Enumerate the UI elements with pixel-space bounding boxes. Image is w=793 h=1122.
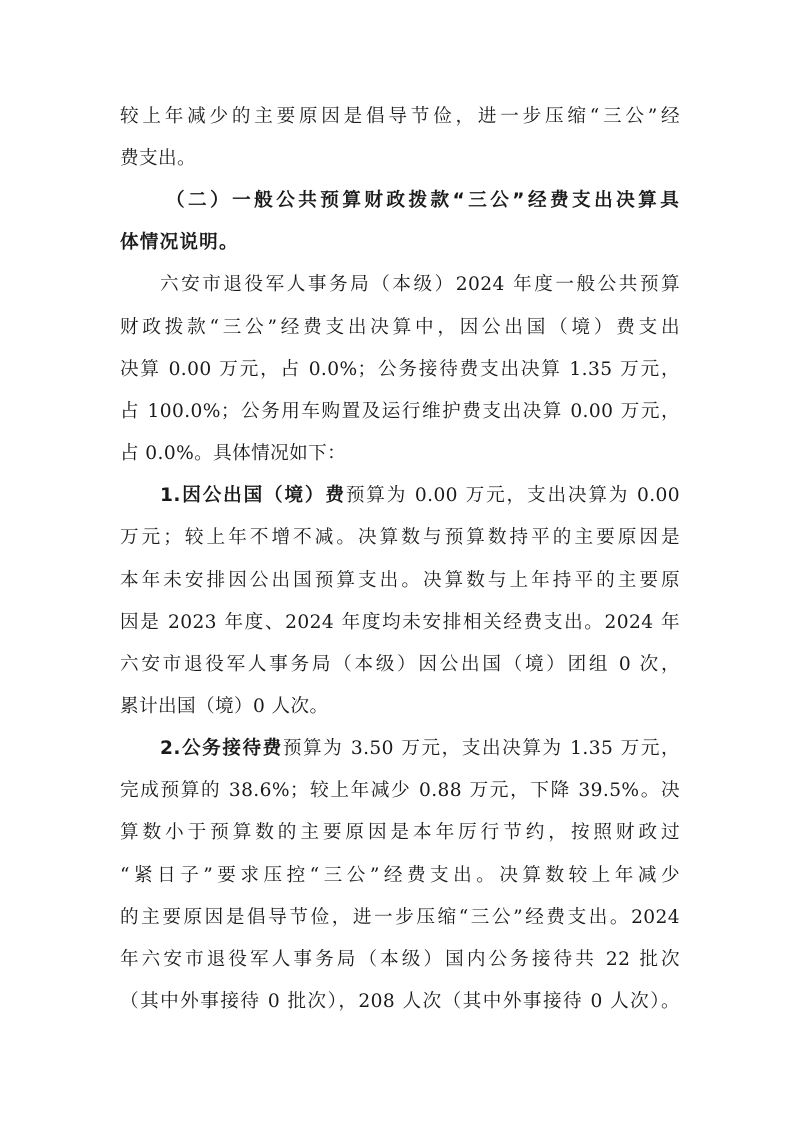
body-text-line: 年六安市退役军人事务局（本级）国内公务接待共 22 批次 <box>120 949 680 970</box>
body-text-line: 因是 2023 年度、2024 年度均未安排相关经费支出。2024 年 <box>120 612 680 633</box>
body-text-line: 万元；较上年不增不减。决算数与预算数持平的主要原因是 <box>120 527 680 548</box>
body-text-line: 累计出国（境）0 人次。 <box>120 696 329 717</box>
body-text-line: 费支出。 <box>120 148 196 169</box>
item1-text: 预算为 0.00 万元，支出决算为 0.00 <box>345 485 680 506</box>
body-text-line: 财政拨款“三公”经费支出决算中，因公出国（境）费支出 <box>120 317 680 338</box>
body-text-line: 占 100.0%；公务用车购置及运行维护费支出决算 0.00 万元， <box>120 401 680 422</box>
body-text-line: 占 0.0%。具体情况如下： <box>120 443 347 464</box>
body-text-line: （其中外事接待 0 批次），208 人次（其中外事接待 0 人次）。 <box>120 991 680 1012</box>
section-heading-continued: 体情况说明。 <box>120 232 239 253</box>
body-text-line: 六安市退役军人事务局（本级）2024 年度一般公共预算 <box>160 274 680 295</box>
body-text-line-item2 <box>160 734 680 764</box>
item1-heading: 1.因公出国（境）费 <box>160 485 346 506</box>
body-text-line: 决算 0.00 万元，占 0.0%；公务接待费支出决算 1.35 万元， <box>120 359 680 380</box>
body-text-line: 的主要原因是倡导节俭，进一步压缩“三公”经费支出。2024 <box>120 907 680 928</box>
body-text-line: 算数小于预算数的主要原因是本年厉行节约，按照财政过 <box>120 822 680 843</box>
body-text-line-item1 <box>160 481 680 511</box>
body-text-line: 本年未安排因公出国预算支出。决算数与上年持平的主要原 <box>120 570 680 591</box>
section-heading: （二）一般公共预算财政拨款“三公”经费支出决算具 <box>166 190 680 211</box>
body-text-line: 较上年减少的主要原因是倡导节俭，进一步压缩“三公”经 <box>120 106 680 127</box>
item2-text: 预算为 3.50 万元，支出决算为 1.35 万元， <box>282 738 681 759</box>
body-text-line: 六安市退役军人事务局（本级）因公出国（境）团组 0 次， <box>120 654 680 675</box>
item2-heading: 2.公务接待费 <box>160 738 283 759</box>
body-text-line: 完成预算的 38.6%；较上年减少 0.88 万元，下降 39.5%。决 <box>120 780 680 801</box>
body-text-line: “紧日子”要求压控“三公”经费支出。决算数较上年减少 <box>120 865 680 886</box>
